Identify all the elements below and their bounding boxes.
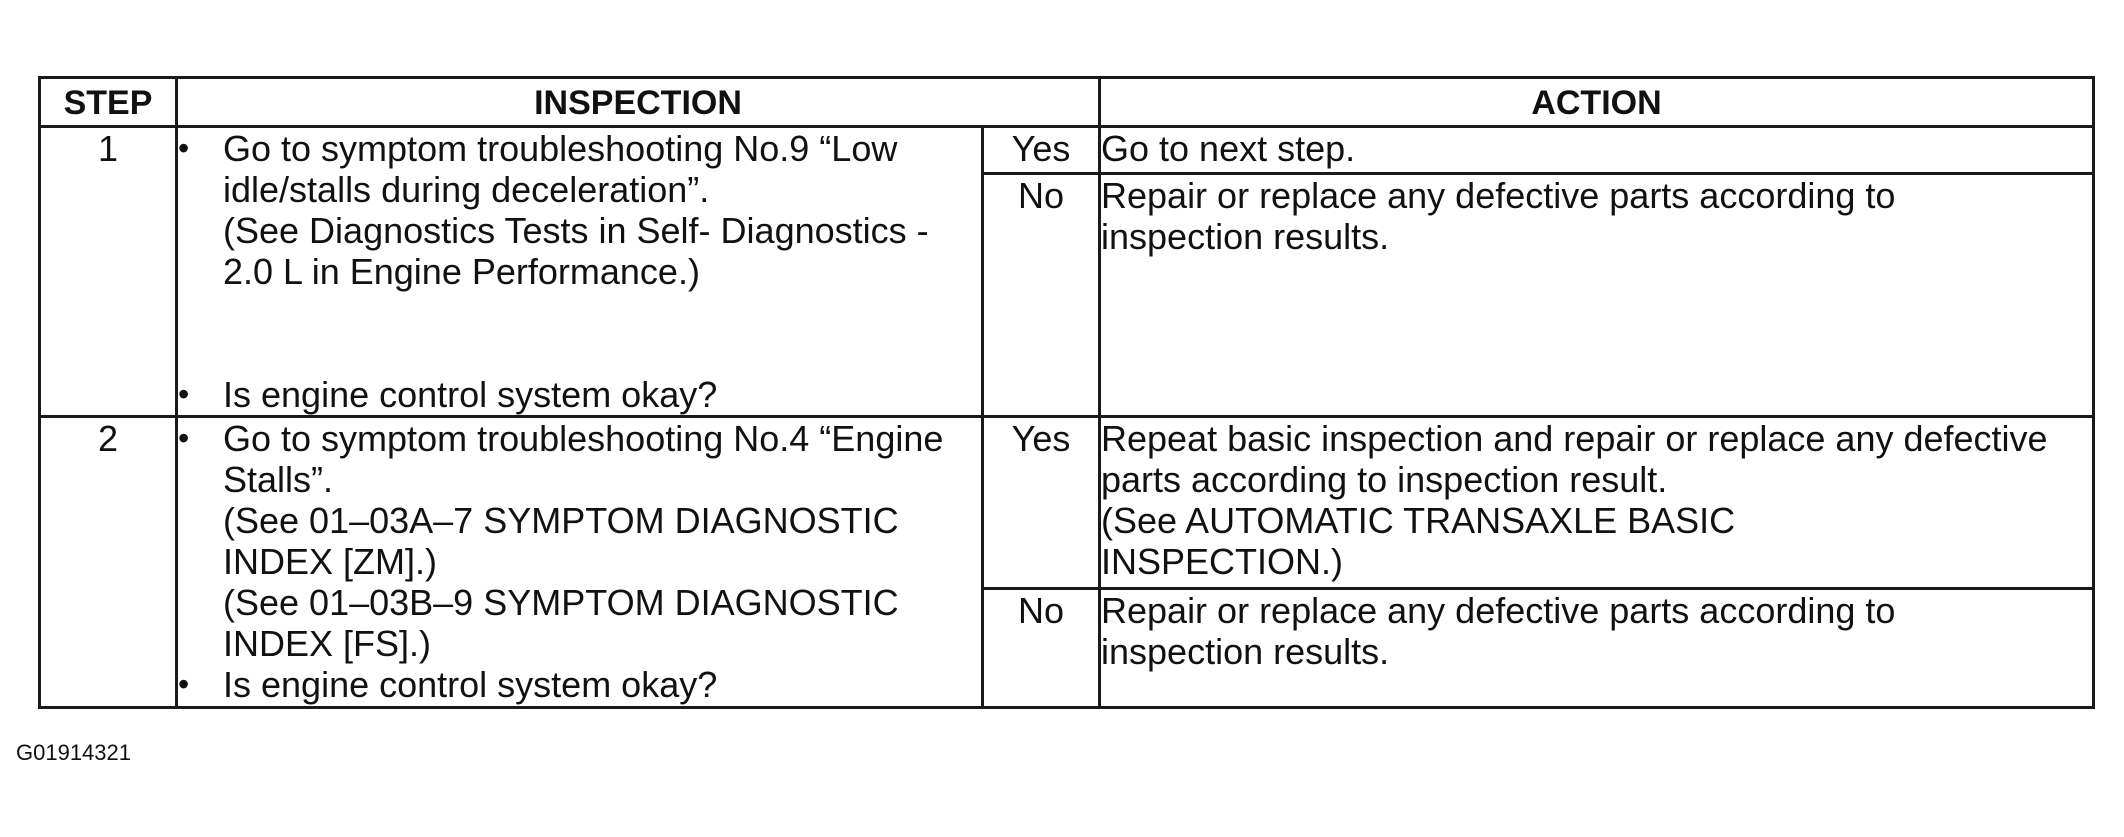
inspection-text: idle/stalls during deceleration”. xyxy=(223,169,710,210)
yes-label: Yes xyxy=(983,417,1100,589)
figure-id: G01914321 xyxy=(16,740,131,765)
inspection-text: INDEX [ZM].) xyxy=(223,541,437,582)
no-label: No xyxy=(983,174,1100,417)
inspection-text: (See Diagnostics Tests in Self- Diagnostics - xyxy=(223,210,929,251)
inspection-cell xyxy=(177,127,983,417)
inspection-question: Is engine control system okay? xyxy=(223,664,718,705)
bullet-icon: • xyxy=(178,420,190,456)
inspection-bullet xyxy=(178,128,981,292)
inspection-text: Go to symptom troubleshooting No.4 “Engine xyxy=(223,418,944,459)
inspection-cell xyxy=(177,417,983,708)
inspection-bullet xyxy=(178,418,981,664)
step-number: 1 xyxy=(40,127,177,417)
inspection-text: (See 01–03B–9 SYMPTOM DIAGNOSTIC xyxy=(223,582,899,623)
bullet-icon: • xyxy=(178,376,190,412)
inspection-bullet xyxy=(178,374,981,415)
no-action: Repair or replace any defective parts according to inspection results. xyxy=(1100,589,2094,708)
inspection-text: 2.0 L in Engine Performance.) xyxy=(223,251,700,292)
inspection-bullet xyxy=(178,664,981,705)
table-row xyxy=(40,127,2094,174)
yes-action: Repeat basic inspection and repair or replace any defective parts according to inspection result. (See AUTOMATIC TRANSAXLE BASIC INSPECTION.) xyxy=(1100,417,2094,589)
diagnostic-table xyxy=(38,76,2095,709)
inspection-text: Stalls”. xyxy=(223,459,334,500)
yes-label: Yes xyxy=(983,127,1100,174)
header-step: STEP xyxy=(40,78,177,127)
no-label: No xyxy=(983,589,1100,708)
table-row xyxy=(40,417,2094,589)
inspection-text: (See 01–03A–7 SYMPTOM DIAGNOSTIC xyxy=(223,500,899,541)
inspection-question: Is engine control system okay? xyxy=(223,374,718,415)
inspection-text: Go to symptom troubleshooting No.9 “Low xyxy=(223,128,898,169)
yes-action: Go to next step. xyxy=(1100,127,2094,174)
header-action: ACTION xyxy=(1100,78,2094,127)
bullet-icon: • xyxy=(178,130,190,166)
step-number: 2 xyxy=(40,417,177,708)
bullet-icon: • xyxy=(178,666,190,702)
no-action: Repair or replace any defective parts according to inspection results. xyxy=(1100,174,2094,417)
header-inspection: INSPECTION xyxy=(177,78,1100,127)
inspection-text: INDEX [FS].) xyxy=(223,623,432,664)
header-row xyxy=(40,78,2094,127)
